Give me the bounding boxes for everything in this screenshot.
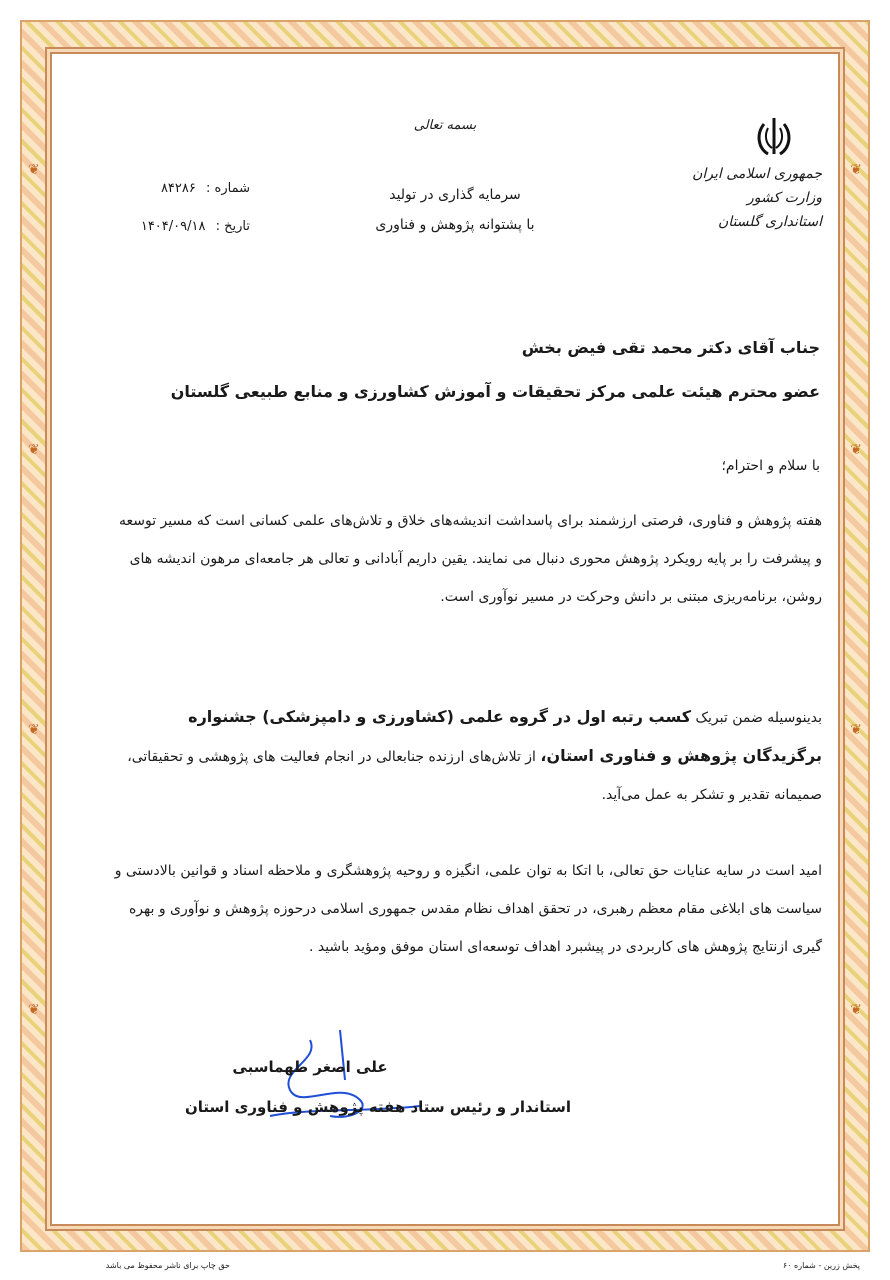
- footer-copyright: حق چاپ برای ناشر محفوظ می باشد: [105, 1261, 230, 1270]
- border-ornament-icon: ❦: [28, 722, 40, 738]
- date-value: ۱۴۰۴/۰۹/۱۸: [140, 219, 206, 234]
- number-label: شماره :: [206, 181, 250, 196]
- paragraph-1: هفته پژوهش و فناوری، فرصتی ارزشمند برای پاسداشت اندیشه‌های خلاق و تلاش‌های علمی کسانی است که مسیر توسعه و پیشرفت را بر پایه رویکرد پژوهش محوری دنبال می نمایند. یقین داریم آبادانی و تعالی هر جامعه‌ای مرهون اندیشه های روشن، برنامه‌ریزی مبتنی بر دانش وحرکت در مسیر نوآوری است.: [118, 513, 822, 605]
- date-label: تاریخ :: [215, 219, 250, 234]
- recipient-name: جناب آقای دکتر محمد تقی فیض بخش: [521, 338, 820, 357]
- paragraph-2-rest: از تلاش‌های ارزنده جنابعالی در انجام فعالیت های پژوهشی و تحقیقاتی، صمیمانه تقدیر و تشکر به عمل می‌آید.: [127, 749, 822, 803]
- signer-name: علی اصغر طهماسبی: [232, 1058, 388, 1076]
- paragraph-3: امید است در سایه عنایات حق تعالی، با اتکا به توان علمی، انگیزه و روحیه پژوهشگری و ملاحظه اسناد و قوانین بالادستی و سیاست های ابلاغی مقام معظم رهبری، در تحقق اهداف نظام مقدس جمهوری اسلامی درحوزه پژوهش و نوآوری و بهره گیری ازنتایج پژوهش های کاربردی در پیشبرد اهداف توسعه‌ای استان موفق ومؤید باشید .: [114, 863, 822, 955]
- border-ornament-icon: ❦: [850, 722, 862, 738]
- border-ornament-icon: ❦: [28, 442, 40, 458]
- number-value: ۸۴۲۸۶: [160, 181, 196, 196]
- motto-line: سرمایه گذاری در تولید: [389, 187, 521, 203]
- organization-header: [682, 162, 822, 234]
- letter-meta: [100, 170, 250, 246]
- signer-title: استاندار و رئیس ستاد هفته پژوهش و فناوری استان: [185, 1098, 571, 1116]
- iran-emblem-icon: [752, 114, 796, 162]
- recipient-title: عضو محترم هیئت علمی مرکز تحقیقات و آموزش کشاورزی و منابع طبیعی گلستان: [170, 382, 820, 401]
- paragraph-2-intro: بدینوسیله ضمن تبریک: [695, 710, 822, 726]
- border-ornament-icon: ❦: [850, 162, 862, 178]
- bismillah-heading: بسمه تعالی: [413, 118, 477, 133]
- paragraph-2: [112, 698, 822, 814]
- paragraph-2-highlight: کسب رتبه اول در گروه علمی (کشاورزی و دامپزشکی) جشنواره برگزیدگان پژوهش و فناوری استان،: [188, 707, 822, 765]
- border-ornament-icon: ❦: [850, 442, 862, 458]
- number-row: [100, 170, 250, 208]
- border-ornament-icon: ❦: [28, 1002, 40, 1018]
- motto-line: با پشتوانه پژوهش و فناوری: [375, 217, 535, 233]
- org-line: وزارت کشور: [747, 190, 822, 206]
- org-line: جمهوری اسلامی ایران: [692, 166, 822, 182]
- footer-publisher: پخش زرین - شماره ۶۰: [782, 1261, 860, 1270]
- border-ornament-icon: ❦: [850, 1002, 862, 1018]
- motto: [330, 180, 580, 240]
- signature-scribble-icon: [250, 1020, 430, 1140]
- border-ornament-icon: ❦: [28, 162, 40, 178]
- greeting: با سلام و احترام؛: [721, 458, 820, 474]
- org-line: استانداری گلستان: [718, 214, 822, 230]
- date-row: [100, 208, 250, 246]
